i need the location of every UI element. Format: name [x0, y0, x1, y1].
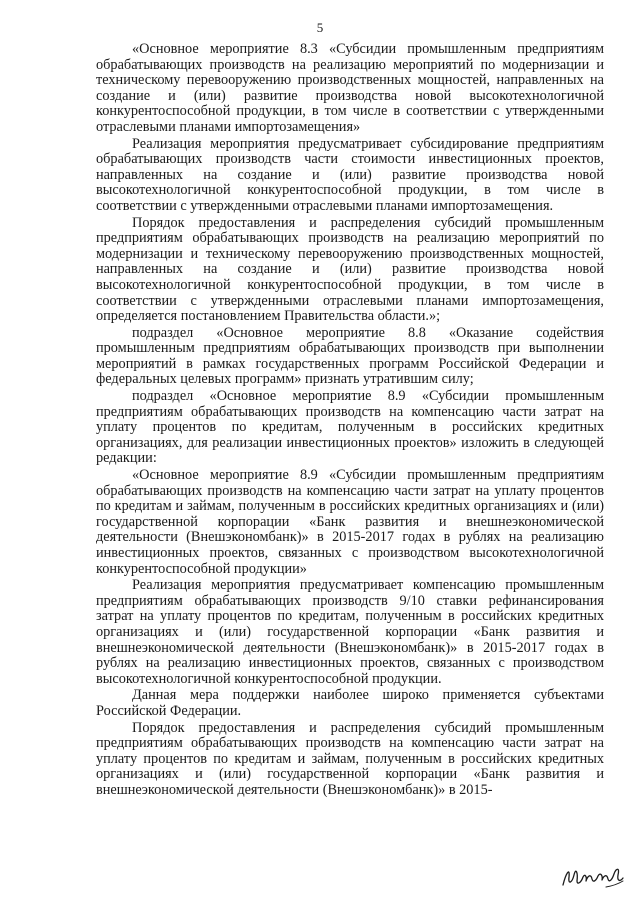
- paragraph-event-8-3-procedure: Порядок предоставления и распределения субсидий промышленным предприятиям обрабатывающих производств на реализацию мероприятий по модернизации и техническому перевооружению производственных мощностей, направленных на создание и (или) развитие производства новой высокотехнологичной конкурентоспособной продукции, в том числе в соответствии с утвержденными отраслевыми планами импортозамещения, определяется постановлением Правительства области.»;: [96, 214, 604, 325]
- paragraph-event-8-9-procedure: Порядок предоставления и распределения субсидий промышленным предприятиям обрабатывающих производств на компенсацию части затрат на уплату процентов по кредитам и займам, полученным в российских кредитных организациях и (или) государственной корпорации «Банк развития и внешнеэкономической деятельности (Внешэкономбанк)» в 2015-: [96, 719, 604, 798]
- paragraph-event-8-9-description: Реализация мероприятия предусматривает компенсацию промышленным предприятиям обрабатывающих производств 9/10 ставки рефинансирования затрат на уплату процентов по кредитам, полученным в российских кредитных организациях и (или) государственной корпорации «Банк развития и внешнеэкономической деятельности (Внешэкономбанк)» в 2015-2017 годах в рублях на реализацию инвестиционных проектов, связанных с производством высокотехнологичной конкурентоспособной продукции.: [96, 577, 604, 687]
- paragraph-event-8-3-title: «Основное мероприятие 8.3 «Субсидии промышленным предприятиям обрабатывающих производств на реализацию мероприятий по модернизации и техническому перевооружению производственных мощностей, направленных на создание и (или) развитие производства новой высокотехнологичной конкурентоспособной продукции, в том числе в соответствии с утвержденными отраслевыми планами импортозамещения»: [96, 41, 604, 135]
- handwritten-signature: [560, 861, 626, 891]
- paragraph-event-8-9-title: «Основное мероприятие 8.9 «Субсидии промышленным предприятиям обрабатывающих производств на компенсацию части затрат на уплату процентов по кредитам и займам, полученным в российских кредитных организациях и (или) государственной корпорации «Банк развития и внешнеэкономической деятельности (Внешэкономбанк)» в 2015-2017 годах в рублях на реализацию инвестиционных проектов, связанных с производством высокотехнологичной конкурентоспособной продукции»: [96, 467, 604, 577]
- paragraph-event-8-3-description: Реализация мероприятия предусматривает субсидирование предприятиям обрабатывающих производств части стоимости инвестиционных проектов, направленных на создание и (или) развитие производства новой высокотехнологичной конкурентоспособной продукции, в том числе в соответствии с утвержденными отраслевыми планами импортозамещения.: [96, 135, 604, 214]
- paragraph-support-measure: Данная мера поддержки наиболее широко применяется субъектами Российской Федерации.: [96, 687, 604, 719]
- page-number: 5: [316, 20, 324, 35]
- paragraph-event-8-9-amendment: подраздел «Основное мероприятие 8.9 «Субсидии промышленным предприятиям обрабатывающих производств на компенсацию части затрат на уплату процентов по кредитам, полученным в российских кредитных организациях, для реализации инвестиционных проектов» изложить в следующей редакции:: [96, 388, 604, 467]
- paragraph-event-8-8-repeal: подраздел «Основное мероприятие 8.8 «Оказание содействия промышленным предприятиям обрабатывающих производств при выполнении мероприятий в рамках государственных программ Российской Федерации и федеральных целевых программ» признать утратившим силу;: [96, 324, 604, 388]
- document-body: [96, 42, 604, 800]
